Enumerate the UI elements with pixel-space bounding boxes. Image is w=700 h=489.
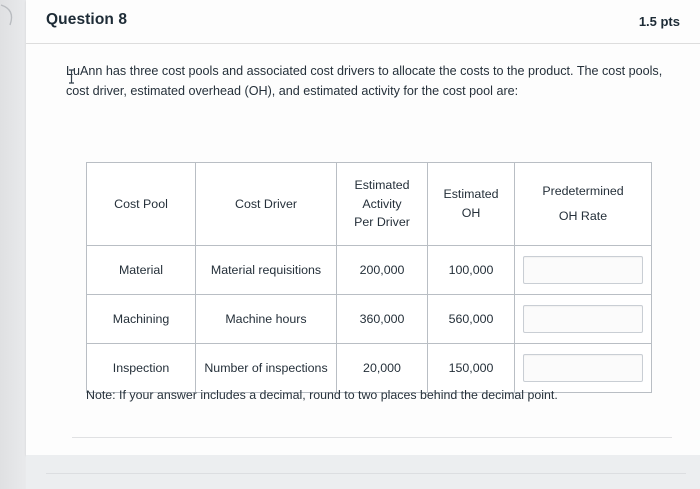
question-card (26, 0, 700, 455)
header-cost-driver: Cost Driver (196, 163, 337, 246)
header-estimated-activity-line1: Estimated (354, 178, 410, 193)
page-title: Question 8 (46, 11, 128, 28)
cell-predetermined-rate (515, 246, 652, 295)
cell-estimated-activity: 360,000 (337, 295, 428, 344)
bottom-strip (26, 455, 700, 489)
table-row (87, 344, 652, 393)
cell-cost-pool: Machining (87, 295, 196, 344)
question-header (26, 0, 700, 44)
cell-cost-driver: Number of inspections (196, 344, 337, 393)
cell-cost-pool: Inspection (87, 344, 196, 393)
header-predetermined-line1: Predetermined (542, 184, 624, 199)
question-card-inner (26, 0, 700, 455)
header-estimated-activity (337, 163, 428, 246)
cell-cost-driver: Machine hours (196, 295, 337, 344)
answer-input-machining[interactable] (523, 305, 643, 333)
question-prompt: LuAnn has three cost pools and associated cost drivers to allocate the costs to the product. The cost pools, cost driver, estimated overhead (OH), and estimated activity for the cost pool are: (66, 64, 663, 98)
text-cursor-icon (67, 69, 76, 84)
cell-estimated-oh: 100,000 (428, 246, 515, 295)
answer-input-inspection[interactable] (523, 354, 643, 382)
section-divider (72, 437, 672, 438)
answer-input-material[interactable] (523, 256, 643, 284)
cell-cost-pool: Material (87, 246, 196, 295)
header-estimated-activity-line3: Per Driver (354, 215, 410, 230)
header-estimated-oh-line2: OH (461, 206, 481, 220)
header-estimated-oh (428, 163, 515, 246)
cell-predetermined-rate (515, 344, 652, 393)
header-estimated-activity-line2: Activity (362, 196, 402, 211)
cell-estimated-oh: 150,000 (428, 344, 515, 393)
rounding-note: Note: If your answer includes a decimal, round to two places behind the decimal point. (86, 388, 558, 402)
cell-estimated-activity: 20,000 (337, 344, 428, 393)
header-estimated-oh-line1: Estimated (443, 187, 499, 202)
cell-estimated-activity: 200,000 (337, 246, 428, 295)
points-badge: 1.5 pts (638, 14, 680, 29)
cell-predetermined-rate (515, 295, 652, 344)
cost-pool-table (86, 162, 652, 393)
header-predetermined-line2: OH Rate (558, 209, 608, 223)
header-predetermined-oh-rate (515, 163, 652, 246)
left-margin (0, 0, 26, 489)
cell-estimated-oh: 560,000 (428, 295, 515, 344)
cell-cost-driver: Material requisitions (196, 246, 337, 295)
page-corner-icon (0, 4, 18, 26)
table-header-row (87, 163, 652, 246)
table-row (87, 295, 652, 344)
table-row (87, 246, 652, 295)
header-cost-pool: Cost Pool (87, 163, 196, 246)
bottom-divider (46, 473, 686, 474)
